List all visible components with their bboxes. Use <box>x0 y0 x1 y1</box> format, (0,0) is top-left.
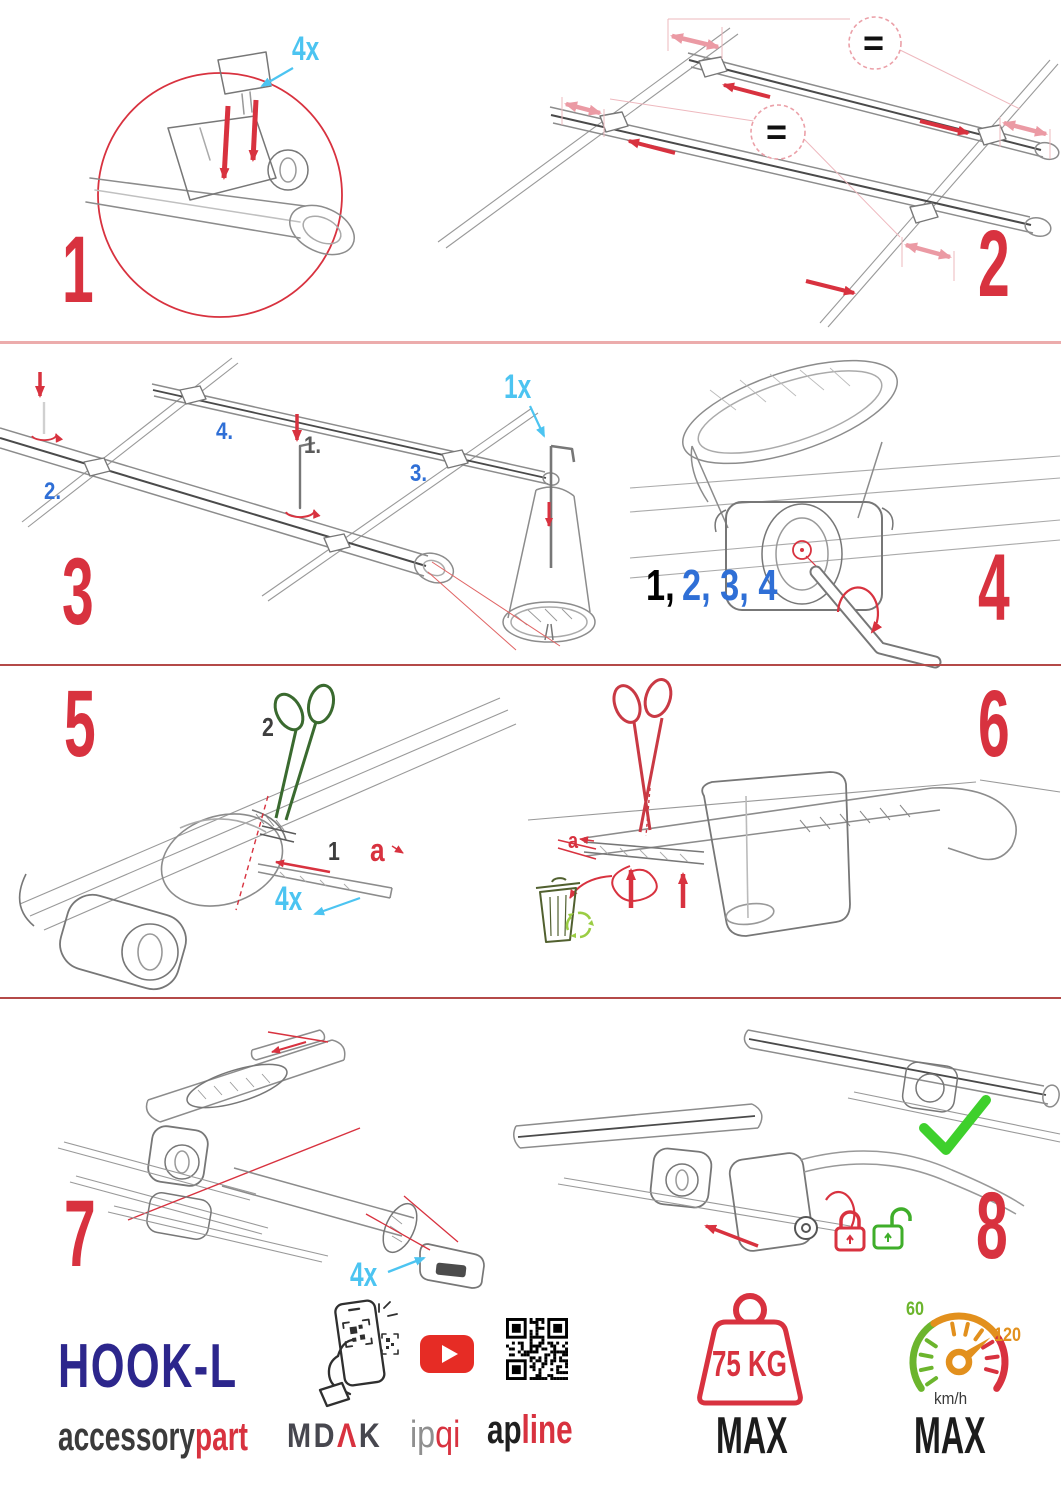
step1-quantity-label: 4x <box>292 30 320 68</box>
mdak-logo <box>287 1419 382 1453</box>
section-divider-3 <box>0 997 1061 999</box>
equals-symbol-2: = <box>766 111 788 152</box>
mdak-prefix: MD <box>287 1417 338 1455</box>
step3-sub2: 2. <box>44 478 62 505</box>
quantity-leader <box>262 68 293 86</box>
step3-sub1: 1. <box>304 432 322 459</box>
brand-suffix: part <box>195 1415 248 1459</box>
weight-max-label: MAX <box>716 1407 788 1465</box>
qr-code-icon <box>506 1318 568 1380</box>
section-divider-1 <box>0 341 1061 344</box>
step6-label-a: a <box>568 828 579 853</box>
key-icon <box>795 1217 817 1239</box>
step3-sub3: 3. <box>410 460 428 487</box>
step4-sequence-gray: 1, <box>646 561 675 610</box>
weight-limit-value: 75 KG <box>712 1343 787 1384</box>
step3-quantity-label: 1x <box>504 368 532 406</box>
step4-sequence-blue: 2, 3, 4 <box>682 561 778 610</box>
step3-number: 3 <box>62 539 94 645</box>
step5-label-top: 2 <box>262 712 274 742</box>
youtube-icon <box>420 1334 474 1374</box>
step5-quantity-label: 4x <box>275 880 303 918</box>
end-cone <box>503 446 595 642</box>
apline-suffix: line <box>521 1408 573 1452</box>
speed-max-label: MAX <box>914 1407 986 1465</box>
brand-prefix: accessory <box>58 1415 196 1459</box>
step3-sub4: 4. <box>216 418 234 445</box>
allen-key-icon <box>816 572 935 662</box>
step8-number: 8 <box>976 1173 1008 1279</box>
step7-number: 7 <box>64 1181 96 1287</box>
insert-arrows <box>224 100 256 178</box>
step5-number: 5 <box>64 671 96 777</box>
mdak-lambda: Λ <box>337 1417 359 1455</box>
brand-logo <box>58 1417 248 1457</box>
phone-scan-icon <box>316 1296 404 1408</box>
section-divider-2 <box>0 664 1061 666</box>
trash-recycle-icon <box>536 878 594 942</box>
lock-open-icon <box>874 1209 910 1248</box>
step1-number: 1 <box>62 217 94 323</box>
speed-scale-start: 60 <box>906 1299 924 1320</box>
step2-illustration <box>420 5 1060 330</box>
lock-closed-icon <box>836 1212 864 1250</box>
scissors-green-icon <box>269 683 337 820</box>
step2-number: 2 <box>978 211 1010 317</box>
step4-number: 4 <box>978 535 1010 641</box>
step5-label-strip: 1 <box>328 836 340 866</box>
apline-logo <box>487 1410 573 1450</box>
step5-label-a: a <box>370 832 385 868</box>
step6-illustration <box>500 668 1060 990</box>
step6-number: 6 <box>978 671 1010 777</box>
end-cap-strip <box>435 1262 466 1277</box>
mdak-suffix: K <box>358 1417 383 1455</box>
step5-quantity-leader <box>305 892 365 922</box>
ipqi-prefix: ip <box>410 1414 436 1456</box>
ipqi-logo <box>410 1416 460 1454</box>
product-name: HOOK-L <box>58 1332 238 1401</box>
step7-quantity-label: 4x <box>350 1256 378 1294</box>
step1-illustration <box>50 10 380 340</box>
equals-symbol-1: = <box>863 22 885 63</box>
measure-lines <box>562 19 1050 281</box>
speed-scale-end: 120 <box>994 1325 1021 1346</box>
apline-prefix: ap <box>487 1408 522 1452</box>
ipqi-suffix: qi <box>435 1414 461 1456</box>
speed-unit: km/h <box>934 1389 968 1408</box>
